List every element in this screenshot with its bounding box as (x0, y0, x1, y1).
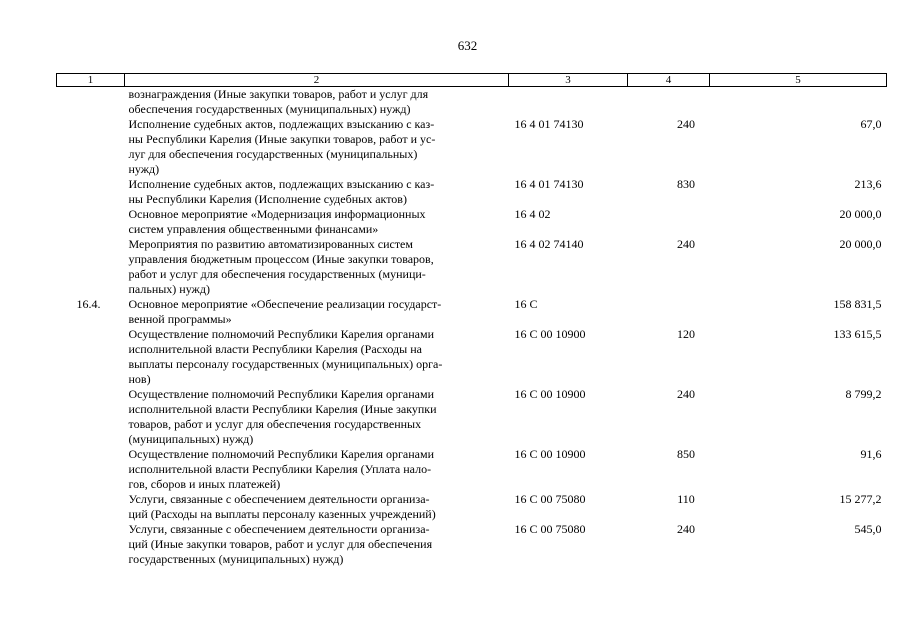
description-line: Основное мероприятие «Обеспечение реализации государст- (128, 297, 442, 311)
description-line: Исполнение судебных актов, подлежащих взысканию с каз- (128, 177, 435, 191)
table-row (57, 387, 887, 447)
row-code: 16 С 00 10900 (514, 387, 586, 401)
row-amount: 91,6 (860, 447, 882, 461)
description-line: пальных) нужд) (128, 282, 210, 296)
description-line: Услуги, связанные с обеспечением деятельности организа- (128, 492, 430, 506)
column-header-5: 5 (710, 74, 887, 87)
description-line: Осуществление полномочий Республики Карелия органами (128, 327, 435, 341)
row-amount: 20 000,0 (839, 207, 882, 221)
row-description (125, 447, 509, 492)
description-line: исполнительной власти Республики Карелия (Иные закупки (128, 402, 437, 416)
row-description (125, 177, 509, 207)
row-amount: 20 000,0 (839, 237, 882, 251)
description-line: управления бюджетным процессом (Иные закупки товаров, (128, 252, 434, 266)
row-expense-type (628, 87, 710, 118)
row-code: 16 С 00 10900 (514, 447, 586, 461)
row-description (125, 387, 509, 447)
description-line: вознаграждения (Иные закупки товаров, работ и услуг для (128, 87, 429, 101)
row-amount: 213,6 (854, 177, 882, 191)
table-row (57, 492, 887, 522)
description-line: нов) (128, 372, 151, 386)
row-number (57, 237, 125, 297)
row-expense-type: 120 (677, 327, 695, 341)
description-line: Исполнение судебных актов, подлежащих взысканию с каз- (128, 117, 435, 131)
row-expense-type: 110 (677, 492, 695, 506)
row-expense-type: 240 (677, 387, 695, 401)
row-expense-type: 830 (677, 177, 695, 191)
row-description (125, 297, 509, 327)
row-description (125, 237, 509, 297)
description-line: Осуществление полномочий Республики Карелия органами (128, 447, 435, 461)
description-line: товаров, работ и услуг для обеспечения государственных (128, 417, 422, 431)
row-description (125, 207, 509, 237)
row-number (57, 492, 125, 522)
row-description (125, 117, 509, 177)
column-header-4: 4 (628, 74, 710, 87)
row-number (57, 177, 125, 207)
table-body (57, 87, 887, 568)
description-line: выплаты персоналу государственных (муниципальных) орга- (128, 357, 443, 371)
column-header-1: 1 (57, 74, 125, 87)
table-row (57, 327, 887, 387)
description-line: нужд) (128, 162, 160, 176)
description-line: обеспечения государственных (муниципальных) нужд) (128, 102, 411, 116)
row-expense-type: 240 (677, 522, 695, 536)
description-line: исполнительной власти Республики Карелия (Уплата нало- (128, 462, 432, 476)
row-expense-type: 240 (677, 117, 695, 131)
row-amount: 158 831,5 (833, 297, 882, 311)
row-number (57, 87, 125, 118)
table-row (57, 447, 887, 492)
table-header-row (57, 74, 887, 87)
table-row (57, 87, 887, 118)
description-line: гов, сборов и иных платежей) (128, 477, 281, 491)
description-line: (муниципальных) нужд) (128, 432, 254, 446)
description-line: Основное мероприятие «Модернизация информационных (128, 207, 426, 221)
row-number (57, 117, 125, 177)
description-line: ций (Иные закупки товаров, работ и услуг для обеспечения (128, 537, 433, 551)
description-line: венной программы» (128, 312, 232, 326)
description-line: исполнительной власти Республики Карелия (Расходы на (128, 342, 422, 356)
column-header-3: 3 (509, 74, 628, 87)
row-code: 16 С 00 10900 (514, 327, 586, 341)
page-number: 632 (457, 38, 478, 53)
row-code: 16 С 00 75080 (514, 492, 586, 506)
description-line: работ и услуг для обеспечения государственных (муници- (128, 267, 426, 281)
table-row (57, 207, 887, 237)
description-line: луг для обеспечения государственных (муниципальных) (128, 147, 418, 161)
row-number: 16.4. (76, 297, 101, 311)
row-code: 16 4 01 74130 (514, 177, 584, 191)
row-number (57, 447, 125, 492)
row-amount: 133 615,5 (833, 327, 882, 341)
table-row (57, 237, 887, 297)
row-expense-type: 850 (677, 447, 695, 461)
row-description (125, 522, 509, 567)
table-row (57, 297, 887, 327)
row-code (509, 87, 628, 118)
row-expense-type (628, 207, 710, 237)
row-code: 16 4 02 74140 (514, 237, 584, 251)
row-expense-type: 240 (677, 237, 695, 251)
row-number (57, 387, 125, 447)
table-row (57, 117, 887, 177)
row-code: 16 4 02 (514, 207, 551, 221)
description-line: ций (Расходы на выплаты персоналу казенных учреждений) (128, 507, 436, 521)
column-header-2: 2 (125, 74, 509, 87)
description-line: систем управления общественными финансами» (128, 222, 379, 236)
row-number (57, 522, 125, 567)
description-line: Осуществление полномочий Республики Карелия органами (128, 387, 435, 401)
description-line: Услуги, связанные с обеспечением деятельности организа- (128, 522, 430, 536)
row-description (125, 492, 509, 522)
row-amount (710, 87, 887, 118)
row-description (125, 327, 509, 387)
row-amount: 545,0 (854, 522, 882, 536)
table-row (57, 522, 887, 567)
row-amount: 15 277,2 (839, 492, 882, 506)
description-line: ны Республики Карелия (Исполнение судебных актов) (128, 192, 407, 206)
row-expense-type (628, 297, 710, 327)
row-code: 16 С 00 75080 (514, 522, 586, 536)
row-amount: 67,0 (860, 117, 882, 131)
budget-table (56, 73, 887, 567)
row-number (57, 207, 125, 237)
description-line: ны Республики Карелия (Иные закупки товаров, работ и ус- (128, 132, 436, 146)
row-code: 16 4 01 74130 (514, 117, 584, 131)
description-line: Мероприятия по развитию автоматизированных систем (128, 237, 413, 251)
row-description (125, 87, 509, 118)
row-code: 16 С (514, 297, 538, 311)
table-row (57, 177, 887, 207)
row-amount: 8 799,2 (845, 387, 882, 401)
description-line: государственных (муниципальных) нужд) (128, 552, 344, 566)
row-number (57, 327, 125, 387)
